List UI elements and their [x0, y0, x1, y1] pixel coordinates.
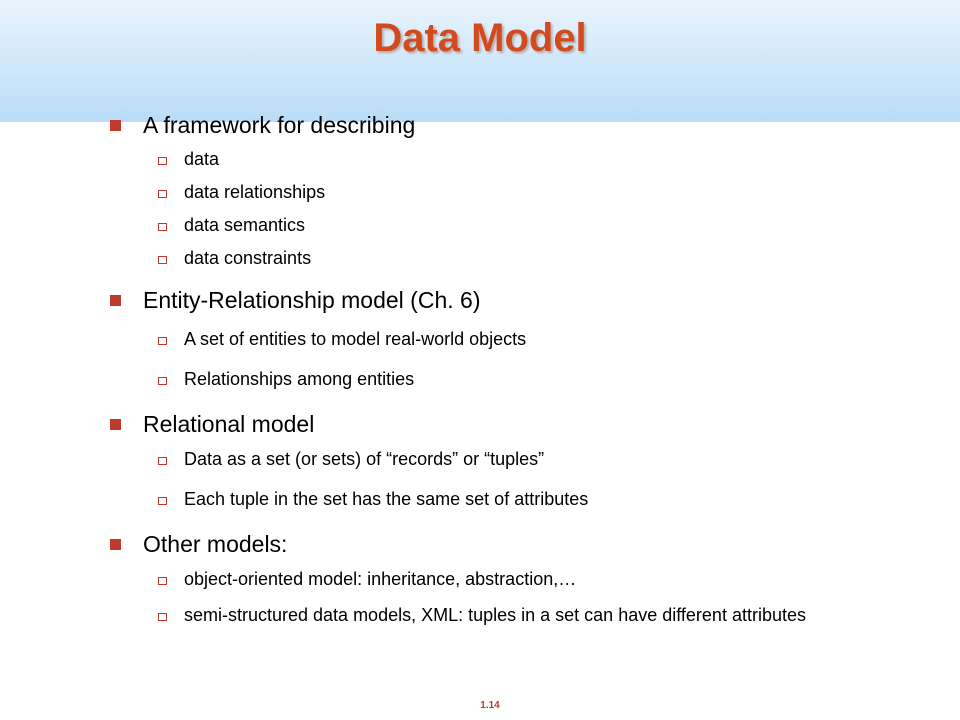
sub-bullet-item: [158, 184, 834, 201]
bullet-item: [110, 410, 314, 438]
square-bullet-icon: [110, 120, 121, 131]
bullet-text: Other models:: [143, 531, 288, 557]
sub-bullet-item: [158, 151, 834, 168]
hollow-square-bullet-icon: [158, 577, 167, 585]
sub-bullet-item: [158, 331, 834, 348]
sub-bullet-item: [158, 607, 834, 624]
hollow-square-bullet-icon: [158, 157, 167, 165]
sub-bullet-text: semi-structured data models, XML: tuples in a set can have different attributes: [184, 605, 806, 625]
hollow-square-bullet-icon: [158, 223, 167, 231]
hollow-square-bullet-icon: [158, 377, 167, 385]
sub-bullet-text: data relationships: [184, 182, 326, 202]
sub-bullet-text: Relationships among entities: [184, 369, 415, 389]
sub-bullet-text: data: [184, 149, 220, 169]
sub-bullet-text: data constraints: [184, 248, 312, 268]
sub-bullet-item: [158, 371, 834, 388]
bullet-text: Relational model: [143, 411, 315, 437]
sub-bullet-item: [158, 571, 834, 588]
hollow-square-bullet-icon: [158, 613, 167, 621]
square-bullet-icon: [110, 539, 121, 550]
sub-bullet-text: data semantics: [184, 215, 306, 235]
hollow-square-bullet-icon: [158, 337, 167, 345]
sub-bullet-text: object-oriented model: inheritance, abstraction,…: [184, 569, 577, 589]
square-bullet-icon: [110, 295, 121, 306]
bullet-text: A framework for describing: [143, 112, 416, 138]
hollow-square-bullet-icon: [158, 497, 167, 505]
hollow-square-bullet-icon: [158, 256, 167, 264]
hollow-square-bullet-icon: [158, 190, 167, 198]
bullet-item: [110, 111, 415, 139]
bullet-item: [110, 286, 480, 314]
hollow-square-bullet-icon: [158, 457, 167, 465]
sub-bullet-item: [158, 491, 834, 508]
sub-bullet-text: Each tuple in the set has the same set of attributes: [184, 489, 589, 509]
square-bullet-icon: [110, 419, 121, 430]
sub-bullet-item: [158, 250, 834, 267]
bullet-item: [110, 530, 287, 558]
sub-bullet-text: A set of entities to model real-world objects: [184, 329, 527, 349]
sub-bullet-item: [158, 217, 834, 234]
bullet-text: Entity-Relationship model (Ch. 6): [143, 287, 481, 313]
sub-bullet-text: Data as a set (or sets) of “records” or “tuples”: [184, 449, 545, 469]
slide-title: Data Model: [373, 16, 587, 60]
page-number: 1.14: [480, 700, 500, 711]
sub-bullet-item: [158, 451, 834, 468]
